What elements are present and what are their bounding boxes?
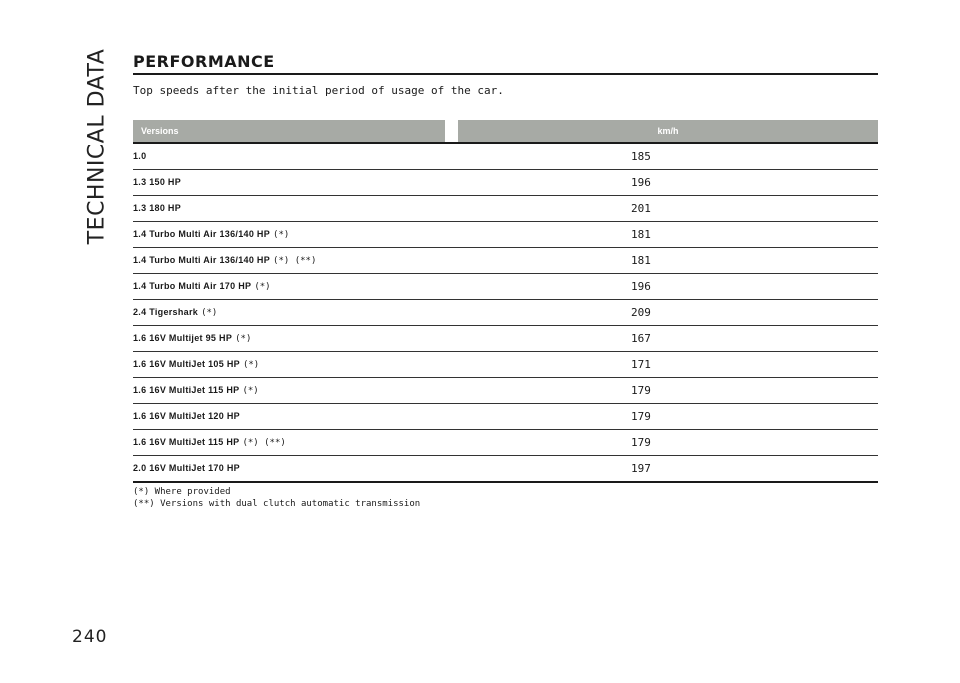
footnote: (*) Where provided bbox=[133, 487, 231, 497]
table-body bbox=[133, 144, 878, 483]
version-name: 1.0 bbox=[133, 151, 147, 161]
cell-version bbox=[133, 255, 445, 266]
version-name: 1.6 16V Multijet 95 HP bbox=[133, 333, 233, 343]
table-row bbox=[133, 404, 878, 430]
version-name: 1.3 150 HP bbox=[133, 177, 182, 187]
cell-kmh: 181 bbox=[631, 228, 651, 241]
version-name: 2.4 Tigershark bbox=[133, 307, 199, 317]
side-section-title-text: TECHNICAL DATA bbox=[84, 48, 110, 244]
cell-kmh: 179 bbox=[631, 410, 651, 423]
cell-kmh: 201 bbox=[631, 202, 651, 215]
cell-version bbox=[133, 333, 445, 344]
cell-kmh: 185 bbox=[631, 150, 651, 163]
table-header bbox=[133, 120, 878, 144]
version-name: 1.3 180 HP bbox=[133, 203, 182, 213]
version-note: (*) bbox=[201, 308, 218, 318]
table-row bbox=[133, 248, 878, 274]
table-row bbox=[133, 378, 878, 404]
cell-version bbox=[133, 385, 445, 396]
side-section-title bbox=[82, 48, 112, 244]
version-name: 2.0 16V MultiJet 170 HP bbox=[133, 463, 240, 473]
version-note: (*) (**) bbox=[273, 256, 317, 266]
cell-version bbox=[133, 177, 445, 188]
cell-kmh: 171 bbox=[631, 358, 651, 371]
cell-version bbox=[133, 151, 445, 162]
cell-version bbox=[133, 281, 445, 292]
cell-version bbox=[133, 229, 445, 240]
cell-version bbox=[133, 437, 445, 448]
table-row bbox=[133, 222, 878, 248]
header-gap bbox=[445, 120, 458, 142]
page-number: 240 bbox=[72, 627, 108, 647]
table-row bbox=[133, 430, 878, 456]
table-row bbox=[133, 456, 878, 483]
cell-version bbox=[133, 463, 445, 474]
version-note: (*) bbox=[235, 334, 252, 344]
cell-kmh: 196 bbox=[631, 176, 651, 189]
version-name: 1.6 16V MultiJet 105 HP bbox=[133, 359, 240, 369]
cell-version bbox=[133, 307, 445, 318]
table-row bbox=[133, 196, 878, 222]
cell-kmh: 197 bbox=[631, 462, 651, 475]
version-name: 1.4 Turbo Multi Air 136/140 HP bbox=[133, 229, 271, 239]
cell-kmh: 167 bbox=[631, 332, 651, 345]
content-area bbox=[133, 52, 878, 510]
version-note: (*) bbox=[242, 360, 260, 370]
performance-table bbox=[133, 120, 878, 483]
version-name: 1.6 16V MultiJet 115 HP bbox=[133, 437, 240, 447]
cell-version bbox=[133, 359, 445, 370]
version-name: 1.6 16V MultiJet 115 HP bbox=[133, 385, 240, 395]
table-row bbox=[133, 144, 878, 170]
cell-version bbox=[133, 203, 445, 214]
version-note: (*) bbox=[273, 230, 290, 240]
version-name: 1.4 Turbo Multi Air 136/140 HP bbox=[133, 255, 271, 265]
cell-kmh: 179 bbox=[631, 436, 651, 449]
table-row bbox=[133, 300, 878, 326]
table-row bbox=[133, 170, 878, 196]
footnote: (**) Versions with dual clutch automatic transmission bbox=[133, 499, 421, 509]
version-note: (*) bbox=[254, 282, 271, 292]
section-intro: Top speeds after the initial period of usage of the car. bbox=[133, 84, 504, 97]
cell-kmh: 179 bbox=[631, 384, 651, 397]
version-note: (*) bbox=[242, 386, 259, 396]
header-kmh: km/h bbox=[458, 120, 878, 142]
footnotes bbox=[133, 486, 878, 510]
version-name: 1.6 16V MultiJet 120 HP bbox=[133, 411, 240, 421]
table-row bbox=[133, 326, 878, 352]
cell-kmh: 196 bbox=[631, 280, 651, 293]
version-note: (*) (**) bbox=[242, 438, 286, 448]
cell-version bbox=[133, 411, 445, 422]
version-name: 1.4 Turbo Multi Air 170 HP bbox=[133, 281, 252, 291]
cell-kmh: 181 bbox=[631, 254, 651, 267]
section-title: PERFORMANCE bbox=[133, 52, 878, 75]
table-row bbox=[133, 274, 878, 300]
table-row bbox=[133, 352, 878, 378]
cell-kmh: 209 bbox=[631, 306, 651, 319]
header-versions: Versions bbox=[133, 120, 445, 142]
